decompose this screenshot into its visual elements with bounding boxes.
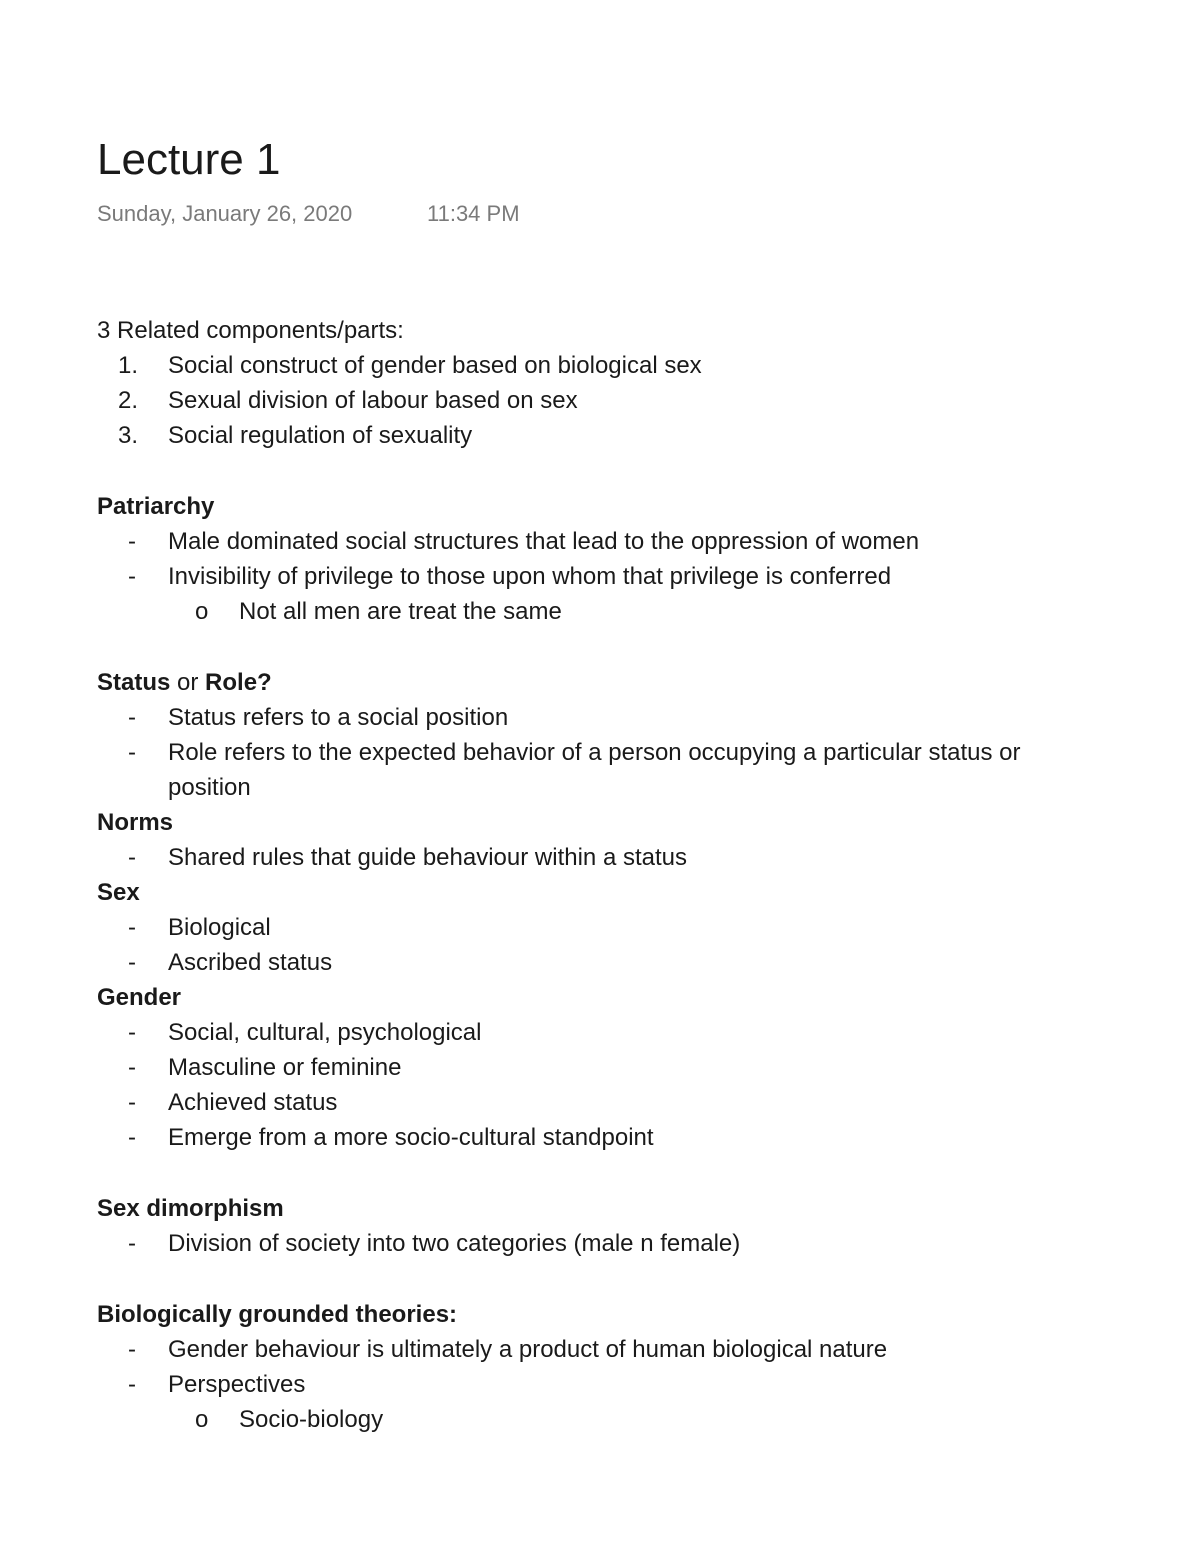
list-item-text: Emerge from a more socio-cultural standpoint (168, 1124, 654, 1151)
list-item (128, 559, 891, 594)
bullet-marker: - (128, 844, 136, 871)
list-item-text: Status refers to a social position (168, 704, 509, 731)
list-item-text: Social construct of gender based on biological sex (168, 352, 702, 379)
bullet-marker: - (128, 704, 136, 731)
list-item-text: Role refers to the expected behavior of a person occupying a particular status or (168, 739, 1021, 766)
list-item (128, 1367, 305, 1402)
page-title: Lecture 1 (97, 135, 281, 184)
list-item (118, 348, 702, 383)
bullet-marker: - (128, 914, 136, 941)
bullet-marker: - (128, 1054, 136, 1081)
list-item-text: Invisibility of privilege to those upon whom that privilege is conferred (168, 563, 892, 590)
list-item-text: Social, cultural, psychological (168, 1019, 482, 1046)
sub-list-item (195, 594, 562, 629)
list-item-text: Perspectives (168, 1371, 306, 1398)
list-item-text: Gender behaviour is ultimately a product of human biological nature (168, 1336, 888, 1363)
list-item (128, 524, 919, 559)
list-item-text: Biological (168, 914, 271, 941)
list-item (128, 1226, 740, 1261)
bullet-marker: - (128, 1019, 136, 1046)
bullet-marker: - (128, 1336, 136, 1363)
note-date: Sunday, January 26, 2020 (97, 201, 353, 226)
list-item-text: Male dominated social structures that lead to the oppression of women (168, 528, 920, 555)
list-item-text: Division of society into two categories (male n female) (168, 1230, 741, 1257)
list-item (128, 735, 1020, 770)
list-item (128, 1085, 337, 1120)
section-heading-norms: Norms (97, 809, 174, 836)
list-item (128, 700, 508, 735)
heading-status: Status (97, 669, 171, 696)
bullet-marker: - (128, 1089, 136, 1116)
section-heading-sex: Sex (97, 879, 140, 906)
sub-bullet-marker: o (195, 1406, 209, 1433)
section-heading-status-role (97, 665, 272, 700)
sub-bullet-marker: o (195, 598, 209, 625)
list-item-text: Sexual division of labour based on sex (168, 387, 578, 414)
list-item-text: Masculine or feminine (168, 1054, 402, 1081)
list-item-continuation: position (168, 774, 251, 801)
section-heading-gender: Gender (97, 984, 182, 1011)
bullet-marker: - (128, 1124, 136, 1151)
section-heading-bio-theories: Biologically grounded theories: (97, 1301, 458, 1328)
heading-role: Role? (205, 669, 272, 696)
bullet-marker: - (128, 1371, 136, 1398)
list-item (128, 1332, 887, 1367)
list-item (128, 910, 271, 945)
bullet-marker: - (128, 949, 136, 976)
section-heading-sex-dimorphism: Sex dimorphism (97, 1195, 284, 1222)
bullet-marker: - (128, 563, 136, 590)
list-item (128, 1050, 401, 1085)
list-item-text: Not all men are treat the same (239, 598, 562, 625)
list-item-text: Social regulation of sexuality (168, 422, 473, 449)
bullet-marker: - (128, 739, 136, 766)
list-marker: 2. (118, 387, 139, 414)
section-heading-patriarchy: Patriarchy (97, 493, 215, 520)
sub-list-item (195, 1402, 383, 1437)
list-item (128, 945, 332, 980)
list-item-text: Achieved status (168, 1089, 338, 1116)
list-item (128, 840, 687, 875)
list-item (128, 1120, 654, 1155)
note-meta (97, 199, 520, 229)
note-time: 11:34 PM (427, 201, 520, 226)
list-item (128, 1015, 482, 1050)
list-item-text: Shared rules that guide behaviour within a status (168, 844, 687, 871)
intro-label: 3 Related components/parts: (97, 317, 404, 344)
heading-or: or (170, 669, 206, 696)
list-marker: 1. (118, 352, 139, 379)
list-item-text: Ascribed status (168, 949, 333, 976)
list-item-text: Socio-biology (239, 1406, 384, 1433)
bullet-marker: - (128, 1230, 136, 1257)
bullet-marker: - (128, 528, 136, 555)
list-marker: 3. (118, 422, 139, 449)
list-item (118, 383, 578, 418)
list-item (118, 418, 472, 453)
